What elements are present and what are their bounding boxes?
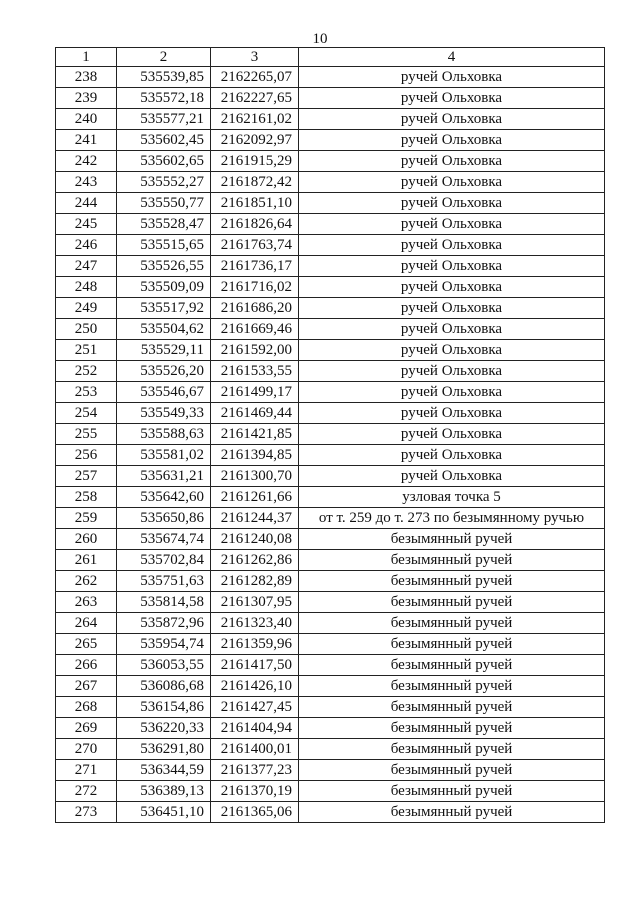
x-coordinate-cell: 536154,86 xyxy=(117,697,211,718)
point-number-cell: 255 xyxy=(56,424,117,445)
point-number-cell: 268 xyxy=(56,697,117,718)
x-coordinate-cell: 536344,59 xyxy=(117,760,211,781)
x-coordinate-cell: 535751,63 xyxy=(117,571,211,592)
y-coordinate-cell: 2161499,17 xyxy=(211,382,299,403)
x-coordinate-cell: 536291,80 xyxy=(117,739,211,760)
point-number-cell: 248 xyxy=(56,277,117,298)
description-cell: безымянный ручей xyxy=(299,676,605,697)
table-row xyxy=(56,256,605,277)
point-number-cell: 239 xyxy=(56,88,117,109)
point-number-cell: 266 xyxy=(56,655,117,676)
x-coordinate-cell: 535526,55 xyxy=(117,256,211,277)
description-cell: безымянный ручей xyxy=(299,529,605,550)
table-row xyxy=(56,424,605,445)
description-cell: безымянный ручей xyxy=(299,739,605,760)
table-row xyxy=(56,529,605,550)
description-cell: ручей Ольховка xyxy=(299,151,605,172)
y-coordinate-cell: 2162227,65 xyxy=(211,88,299,109)
description-cell: ручей Ольховка xyxy=(299,256,605,277)
table-row xyxy=(56,592,605,613)
y-coordinate-cell: 2161851,10 xyxy=(211,193,299,214)
table-row xyxy=(56,67,605,88)
table-row xyxy=(56,655,605,676)
table-row xyxy=(56,550,605,571)
table-body xyxy=(56,67,605,823)
x-coordinate-cell: 535814,58 xyxy=(117,592,211,613)
point-number-cell: 271 xyxy=(56,760,117,781)
description-cell: ручей Ольховка xyxy=(299,424,605,445)
x-coordinate-cell: 535528,47 xyxy=(117,214,211,235)
x-coordinate-cell: 535572,18 xyxy=(117,88,211,109)
description-cell: ручей Ольховка xyxy=(299,403,605,424)
point-number-cell: 260 xyxy=(56,529,117,550)
description-cell: ручей Ольховка xyxy=(299,382,605,403)
description-cell: безымянный ручей xyxy=(299,802,605,823)
point-number-cell: 251 xyxy=(56,340,117,361)
y-coordinate-cell: 2161686,20 xyxy=(211,298,299,319)
description-cell: безымянный ручей xyxy=(299,550,605,571)
x-coordinate-cell: 535602,45 xyxy=(117,130,211,151)
x-coordinate-cell: 535526,20 xyxy=(117,361,211,382)
x-coordinate-cell: 536053,55 xyxy=(117,655,211,676)
description-cell: ручей Ольховка xyxy=(299,193,605,214)
point-number-cell: 241 xyxy=(56,130,117,151)
table-row xyxy=(56,214,605,235)
x-coordinate-cell: 535674,74 xyxy=(117,529,211,550)
point-number-cell: 247 xyxy=(56,256,117,277)
y-coordinate-cell: 2162092,97 xyxy=(211,130,299,151)
y-coordinate-cell: 2161300,70 xyxy=(211,466,299,487)
table-row xyxy=(56,88,605,109)
point-number-cell: 252 xyxy=(56,361,117,382)
x-coordinate-cell: 535550,77 xyxy=(117,193,211,214)
table-row xyxy=(56,634,605,655)
y-coordinate-cell: 2161404,94 xyxy=(211,718,299,739)
point-number-cell: 244 xyxy=(56,193,117,214)
description-cell: безымянный ручей xyxy=(299,697,605,718)
y-coordinate-cell: 2161323,40 xyxy=(211,613,299,634)
x-coordinate-cell: 535552,27 xyxy=(117,172,211,193)
coordinates-table xyxy=(55,47,605,823)
y-coordinate-cell: 2161592,00 xyxy=(211,340,299,361)
description-cell: безымянный ручей xyxy=(299,781,605,802)
x-coordinate-cell: 535702,84 xyxy=(117,550,211,571)
description-cell: безымянный ручей xyxy=(299,613,605,634)
table-row xyxy=(56,508,605,529)
header-col-3: 3 xyxy=(211,48,299,67)
point-number-cell: 253 xyxy=(56,382,117,403)
description-cell: ручей Ольховка xyxy=(299,172,605,193)
x-coordinate-cell: 535631,21 xyxy=(117,466,211,487)
description-cell: безымянный ручей xyxy=(299,634,605,655)
table-row xyxy=(56,235,605,256)
point-number-cell: 263 xyxy=(56,592,117,613)
table-row xyxy=(56,340,605,361)
table-row xyxy=(56,298,605,319)
description-cell: ручей Ольховка xyxy=(299,88,605,109)
description-cell: ручей Ольховка xyxy=(299,109,605,130)
description-cell: ручей Ольховка xyxy=(299,466,605,487)
point-number-cell: 259 xyxy=(56,508,117,529)
point-number-cell: 267 xyxy=(56,676,117,697)
table-row xyxy=(56,613,605,634)
y-coordinate-cell: 2161282,89 xyxy=(211,571,299,592)
x-coordinate-cell: 535529,11 xyxy=(117,340,211,361)
table-row xyxy=(56,130,605,151)
x-coordinate-cell: 535650,86 xyxy=(117,508,211,529)
table-row xyxy=(56,697,605,718)
description-cell: безымянный ручей xyxy=(299,592,605,613)
y-coordinate-cell: 2161872,42 xyxy=(211,172,299,193)
y-coordinate-cell: 2161262,86 xyxy=(211,550,299,571)
x-coordinate-cell: 535872,96 xyxy=(117,613,211,634)
description-cell: ручей Ольховка xyxy=(299,319,605,340)
point-number-cell: 257 xyxy=(56,466,117,487)
x-coordinate-cell: 535581,02 xyxy=(117,445,211,466)
description-cell: ручей Ольховка xyxy=(299,67,605,88)
y-coordinate-cell: 2161915,29 xyxy=(211,151,299,172)
table-row xyxy=(56,571,605,592)
point-number-cell: 270 xyxy=(56,739,117,760)
y-coordinate-cell: 2161469,44 xyxy=(211,403,299,424)
point-number-cell: 261 xyxy=(56,550,117,571)
x-coordinate-cell: 535504,62 xyxy=(117,319,211,340)
header-col-1: 1 xyxy=(56,48,117,67)
x-coordinate-cell: 535549,33 xyxy=(117,403,211,424)
description-cell: безымянный ручей xyxy=(299,655,605,676)
x-coordinate-cell: 535539,85 xyxy=(117,67,211,88)
table-row xyxy=(56,802,605,823)
point-number-cell: 272 xyxy=(56,781,117,802)
point-number-cell: 254 xyxy=(56,403,117,424)
x-coordinate-cell: 536389,13 xyxy=(117,781,211,802)
description-cell: ручей Ольховка xyxy=(299,445,605,466)
x-coordinate-cell: 535642,60 xyxy=(117,487,211,508)
description-cell: безымянный ручей xyxy=(299,571,605,592)
x-coordinate-cell: 535515,65 xyxy=(117,235,211,256)
y-coordinate-cell: 2161417,50 xyxy=(211,655,299,676)
point-number-cell: 265 xyxy=(56,634,117,655)
y-coordinate-cell: 2161427,45 xyxy=(211,697,299,718)
y-coordinate-cell: 2161240,08 xyxy=(211,529,299,550)
point-number-cell: 249 xyxy=(56,298,117,319)
y-coordinate-cell: 2161394,85 xyxy=(211,445,299,466)
x-coordinate-cell: 536086,68 xyxy=(117,676,211,697)
x-coordinate-cell: 535517,92 xyxy=(117,298,211,319)
y-coordinate-cell: 2161261,66 xyxy=(211,487,299,508)
header-row xyxy=(56,48,605,67)
table-row xyxy=(56,109,605,130)
point-number-cell: 242 xyxy=(56,151,117,172)
table-row xyxy=(56,676,605,697)
y-coordinate-cell: 2161736,17 xyxy=(211,256,299,277)
table-row xyxy=(56,718,605,739)
point-number-cell: 250 xyxy=(56,319,117,340)
point-number-cell: 264 xyxy=(56,613,117,634)
x-coordinate-cell: 536220,33 xyxy=(117,718,211,739)
table-row xyxy=(56,760,605,781)
header-col-4: 4 xyxy=(299,48,605,67)
page-number: 10 xyxy=(312,31,328,47)
y-coordinate-cell: 2161307,95 xyxy=(211,592,299,613)
description-cell: безымянный ручей xyxy=(299,718,605,739)
table-header xyxy=(56,48,605,67)
y-coordinate-cell: 2161365,06 xyxy=(211,802,299,823)
header-col-2: 2 xyxy=(117,48,211,67)
table-row xyxy=(56,277,605,298)
description-cell: ручей Ольховка xyxy=(299,214,605,235)
point-number-cell: 238 xyxy=(56,67,117,88)
x-coordinate-cell: 536451,10 xyxy=(117,802,211,823)
table-row xyxy=(56,361,605,382)
y-coordinate-cell: 2161377,23 xyxy=(211,760,299,781)
point-number-cell: 273 xyxy=(56,802,117,823)
description-cell: ручей Ольховка xyxy=(299,340,605,361)
point-number-cell: 269 xyxy=(56,718,117,739)
point-number-cell: 256 xyxy=(56,445,117,466)
y-coordinate-cell: 2161370,19 xyxy=(211,781,299,802)
x-coordinate-cell: 535546,67 xyxy=(117,382,211,403)
x-coordinate-cell: 535577,21 xyxy=(117,109,211,130)
y-coordinate-cell: 2161421,85 xyxy=(211,424,299,445)
y-coordinate-cell: 2161763,74 xyxy=(211,235,299,256)
table-row xyxy=(56,403,605,424)
y-coordinate-cell: 2161533,55 xyxy=(211,361,299,382)
table-row xyxy=(56,193,605,214)
point-number-cell: 262 xyxy=(56,571,117,592)
point-number-cell: 243 xyxy=(56,172,117,193)
description-cell: ручей Ольховка xyxy=(299,130,605,151)
y-coordinate-cell: 2161716,02 xyxy=(211,277,299,298)
x-coordinate-cell: 535588,63 xyxy=(117,424,211,445)
y-coordinate-cell: 2161669,46 xyxy=(211,319,299,340)
table-row xyxy=(56,382,605,403)
y-coordinate-cell: 2162265,07 xyxy=(211,67,299,88)
description-cell: ручей Ольховка xyxy=(299,298,605,319)
point-number-cell: 245 xyxy=(56,214,117,235)
y-coordinate-cell: 2161359,96 xyxy=(211,634,299,655)
x-coordinate-cell: 535602,65 xyxy=(117,151,211,172)
description-cell: безымянный ручей xyxy=(299,760,605,781)
description-cell: ручей Ольховка xyxy=(299,235,605,256)
table-row xyxy=(56,151,605,172)
point-number-cell: 246 xyxy=(56,235,117,256)
table-row xyxy=(56,172,605,193)
table-row xyxy=(56,319,605,340)
x-coordinate-cell: 535954,74 xyxy=(117,634,211,655)
y-coordinate-cell: 2161426,10 xyxy=(211,676,299,697)
table-row xyxy=(56,445,605,466)
y-coordinate-cell: 2162161,02 xyxy=(211,109,299,130)
description-cell: узловая точка 5 xyxy=(299,487,605,508)
table-row xyxy=(56,781,605,802)
y-coordinate-cell: 2161400,01 xyxy=(211,739,299,760)
x-coordinate-cell: 535509,09 xyxy=(117,277,211,298)
table-row xyxy=(56,466,605,487)
description-cell: ручей Ольховка xyxy=(299,277,605,298)
y-coordinate-cell: 2161244,37 xyxy=(211,508,299,529)
description-cell: ручей Ольховка xyxy=(299,361,605,382)
point-number-cell: 240 xyxy=(56,109,117,130)
description-cell: от т. 259 до т. 273 по безымянному ручью xyxy=(299,508,605,529)
point-number-cell: 258 xyxy=(56,487,117,508)
y-coordinate-cell: 2161826,64 xyxy=(211,214,299,235)
table-row xyxy=(56,487,605,508)
table-row xyxy=(56,739,605,760)
